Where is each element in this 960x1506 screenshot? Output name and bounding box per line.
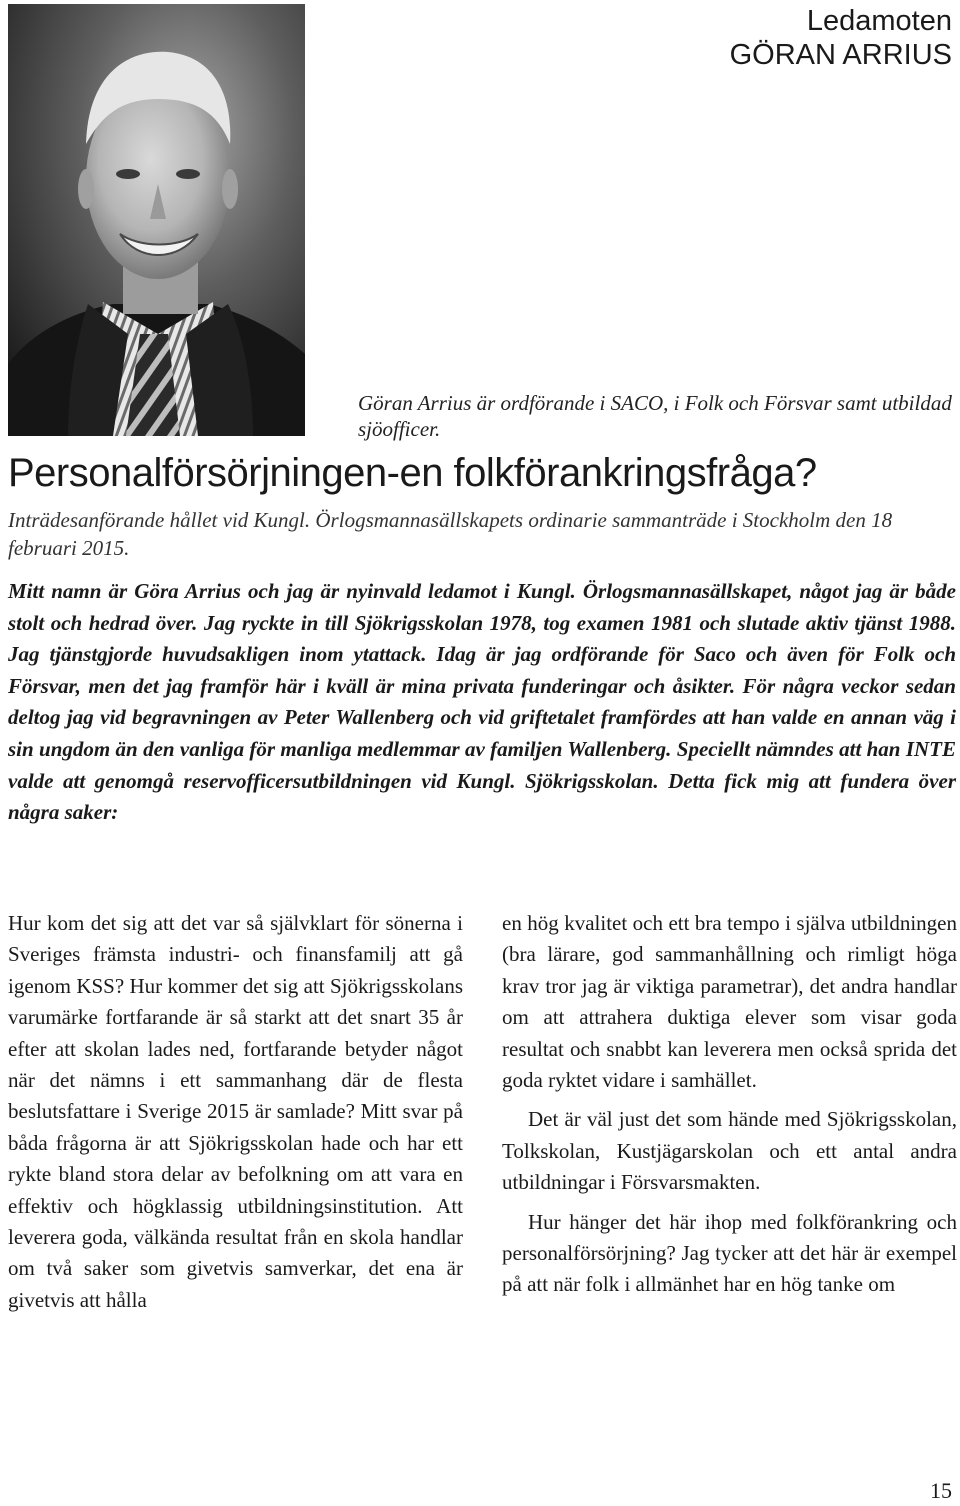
page-number: 15 — [930, 1478, 952, 1503]
portrait-photo — [8, 4, 305, 436]
portrait-illustration — [8, 4, 305, 436]
member-label — [730, 4, 952, 72]
body-column-right — [502, 908, 957, 1301]
member-label-title: Ledamoten — [806, 5, 952, 37]
body-paragraph: en hög kvalitet och ett bra tempo i själva utbildningen (bra lärare, god sammanhållning och rimligt höga krav tror jag är viktiga parametrar), det andra handlar om att attrahera duktiga elever som visar goda resultat och snabbt kan leverera men också sprida det goda ryktet vidare i samhället. — [502, 911, 957, 1093]
body-paragraph: Hur kom det sig att det var så självklart för sönerna i Sveriges främsta industri- och finansfamilj att gå igenom KSS? Hur kommer det sig att Sjökrigsskolans varumärke fortfarande är så starkt att det snart 35 år efter att skolan lades ned, fortfarande betyder något när det nämns i ett sammanhang där de flesta beslutsfattare i Sverige 2015 är samlade? Mitt svar på båda frågorna är att Sjökrigsskolan hade och har ett rykte bland stora delar av befolkning om att vara en effektiv och högklassig utbildningsinstitution. Att leverera goda, välkända resultat från en skola handlar om två saker som givetvis samverkar, det ena är givetvis att hålla — [8, 911, 463, 1312]
body-column-left — [8, 908, 463, 1316]
article-intro: Mitt namn är Göra Arrius och jag är nyinvald ledamot i Kungl. Örlogsmannasällskapet, något jag är både stolt och hedrad över. Jag ryckte in till Sjökrigsskolan 1978, tog examen 1981 och slutade aktiv tjänst 1988. Jag tjänstgjorde huvudsakligen inom ytattack. Idag är jag ordförande för Saco och även för Folk och Försvar, men det jag framför här i kväll är mina privata funderingar och åsikter. För några veckor sedan deltog jag vid begravningen av Peter Wallenberg och vid griftetalet framfördes att han valde en annan väg i sin ungdom än den vanliga för manliga medlemmar av familjen Wallenberg. Speciellt nämndes att han INTE valde att genomgå reservofficersutbildningen vid Kungl. Sjökrigsskolan. Detta fick mig att fundera över några saker: — [8, 579, 956, 825]
body-paragraph: Det är väl just det som hände med Sjökrigsskolan, Tolkskolan, Kustjägarskolan och ett antal andra utbildningar i Försvarsmakten. — [502, 1107, 957, 1195]
photo-caption: Göran Arrius är ordförande i SACO, i Folk och Försvar samt utbildad sjöofficer. — [358, 391, 952, 441]
article-title: Personalförsörjningen-en folkförankringsfråga? — [8, 451, 817, 495]
member-label-name: GÖRAN ARRIUS — [729, 39, 952, 71]
body-paragraph: Hur hänger det här ihop med folkförankring och personalförsörjning? Jag tycker att det här är exempel på att när folk i allmänhet har en hög tanke om — [502, 1209, 957, 1297]
article-subtitle: Inträdesanförande hållet vid Kungl. Örlogsmannasällskapets ordinarie sammanträde i Stockholm den 18 februari 2015. — [8, 508, 893, 560]
